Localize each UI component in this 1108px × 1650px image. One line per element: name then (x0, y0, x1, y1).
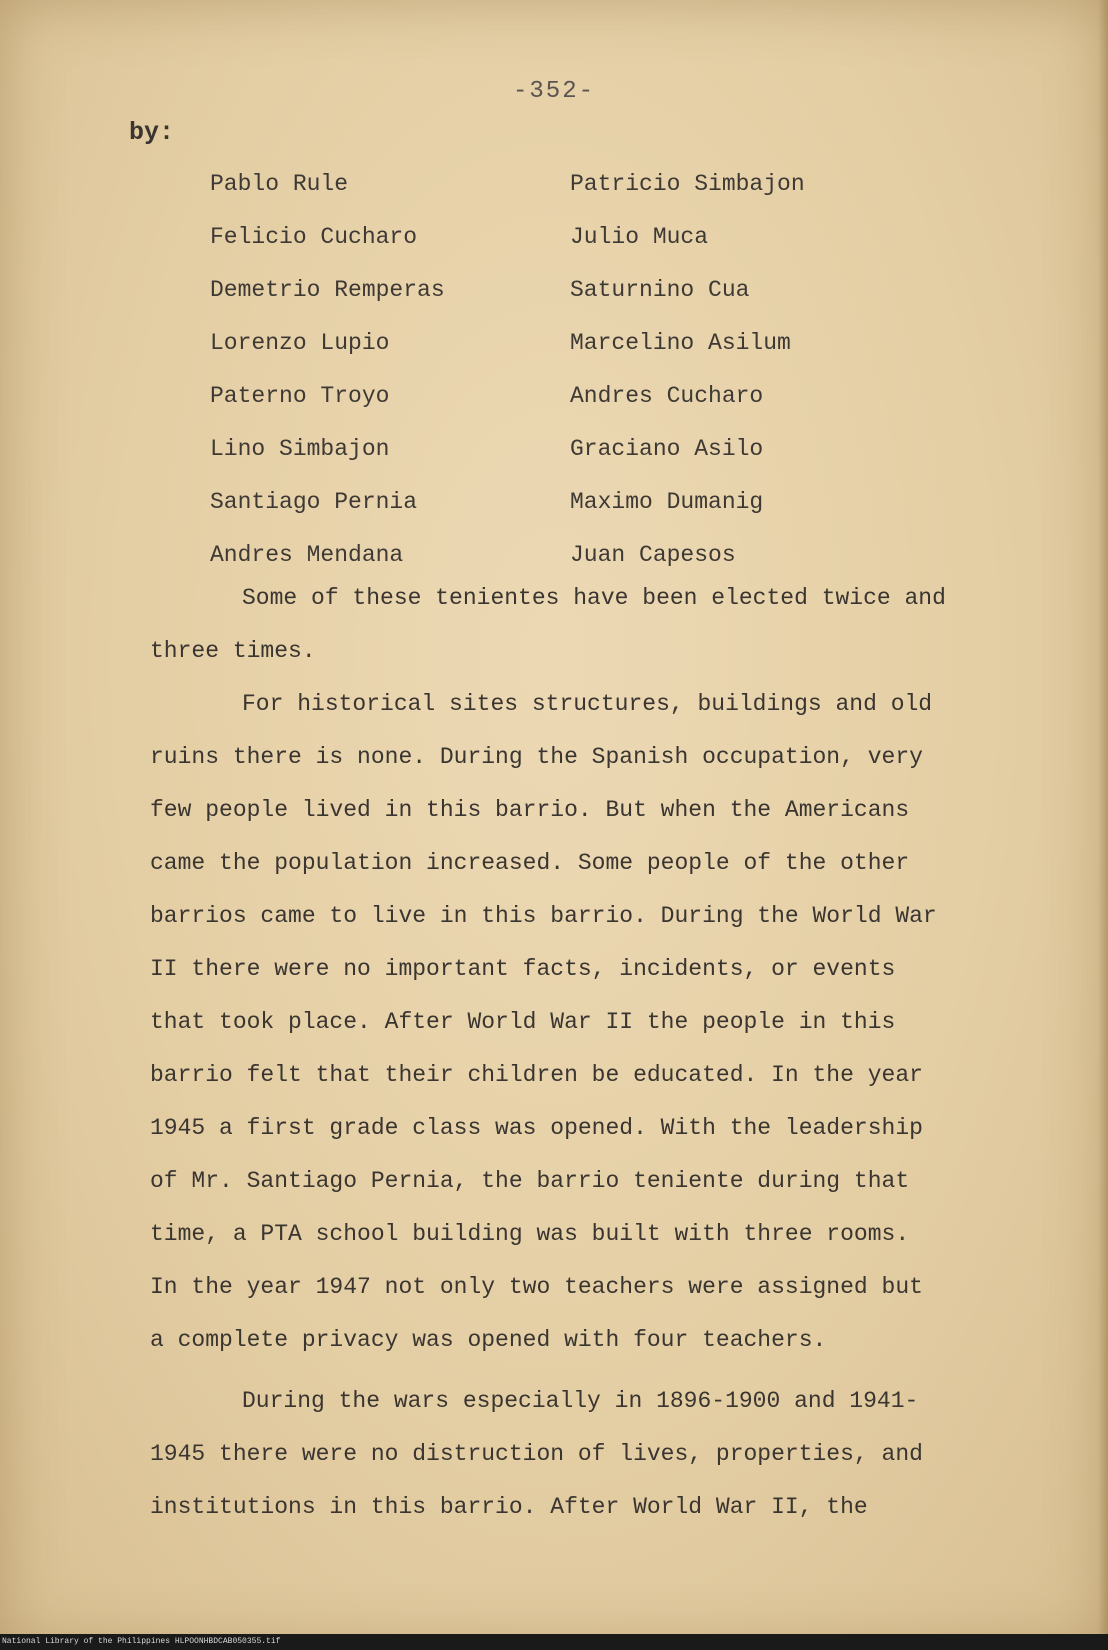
text-line: During the wars especially in 1896-1900 and 1941- (242, 1388, 919, 1414)
signatory-name: Andres Mendana (210, 542, 404, 568)
signatory-name: Demetrio Remperas (210, 277, 445, 303)
text-line: Some of these tenientes have been elected twice and (242, 585, 946, 611)
signatory-name: Graciano Asilo (570, 436, 764, 462)
signatory-name: Paterno Troyo (210, 383, 390, 409)
paragraph-history (150, 678, 1050, 1367)
archive-footer: National Library of the Philippines HLPOONHBDCAB050355.tif (0, 1634, 1108, 1650)
signatory-name: Felicio Cucharo (210, 224, 418, 250)
text-line: II there were no important facts, incidents, or events (150, 956, 896, 982)
page-edge-stain (1098, 0, 1108, 1650)
signatory-name: Marcelino Asilum (570, 330, 791, 356)
signatory-row (210, 370, 805, 423)
signatory-name: Lino Simbajon (210, 436, 390, 462)
paragraph-wars (150, 1375, 1050, 1534)
text-line: of Mr. Santiago Pernia, the barrio teniente during that (150, 1168, 910, 1194)
signatory-row (210, 158, 805, 211)
text-line: barrio felt that their children be educated. In the year (150, 1062, 923, 1088)
signatory-name: Saturnino Cua (570, 277, 750, 303)
signatory-name: Julio Muca (570, 224, 709, 250)
signatory-name: Pablo Rule (210, 171, 349, 197)
text-line: three times. (150, 638, 316, 664)
text-line: institutions in this barrio. After World War II, the (150, 1494, 868, 1520)
signatory-name: Maximo Dumanig (570, 489, 764, 515)
text-line: ruins there is none. During the Spanish occupation, very (150, 744, 923, 770)
text-line: In the year 1947 not only two teachers were assigned but (150, 1274, 923, 1300)
signatory-name: Andres Cucharo (570, 383, 764, 409)
signatory-row (210, 476, 805, 529)
paragraph-tenientes (150, 572, 1050, 678)
text-line: 1945 there were no distruction of lives, properties, and (150, 1441, 923, 1467)
text-line: 1945 a first grade class was opened. With the leadership (150, 1115, 923, 1141)
signatory-name: Patricio Simbajon (570, 171, 805, 197)
by-label: by: (129, 118, 175, 147)
signatory-row (210, 211, 805, 264)
text-line: a complete privacy was opened with four teachers. (150, 1327, 827, 1353)
text-line: time, a PTA school building was built with three rooms. (150, 1221, 910, 1247)
text-line: few people lived in this barrio. But when the Americans (150, 797, 910, 823)
signatory-row (210, 317, 805, 370)
signatory-name: Santiago Pernia (210, 489, 418, 515)
text-line: came the population increased. Some people of the other (150, 850, 910, 876)
signatory-row (210, 264, 805, 317)
text-line: For historical sites structures, buildings and old (242, 691, 933, 717)
body-text (150, 572, 1050, 1534)
signatory-row (210, 423, 805, 476)
text-line: barrios came to live in this barrio. During the World War (150, 903, 937, 929)
text-line: that took place. After World War II the people in this (150, 1009, 896, 1035)
signatory-name: Lorenzo Lupio (210, 330, 390, 356)
signatory-name: Juan Capesos (570, 542, 736, 568)
page-number: -352- (512, 78, 595, 105)
signatory-list (210, 158, 805, 582)
